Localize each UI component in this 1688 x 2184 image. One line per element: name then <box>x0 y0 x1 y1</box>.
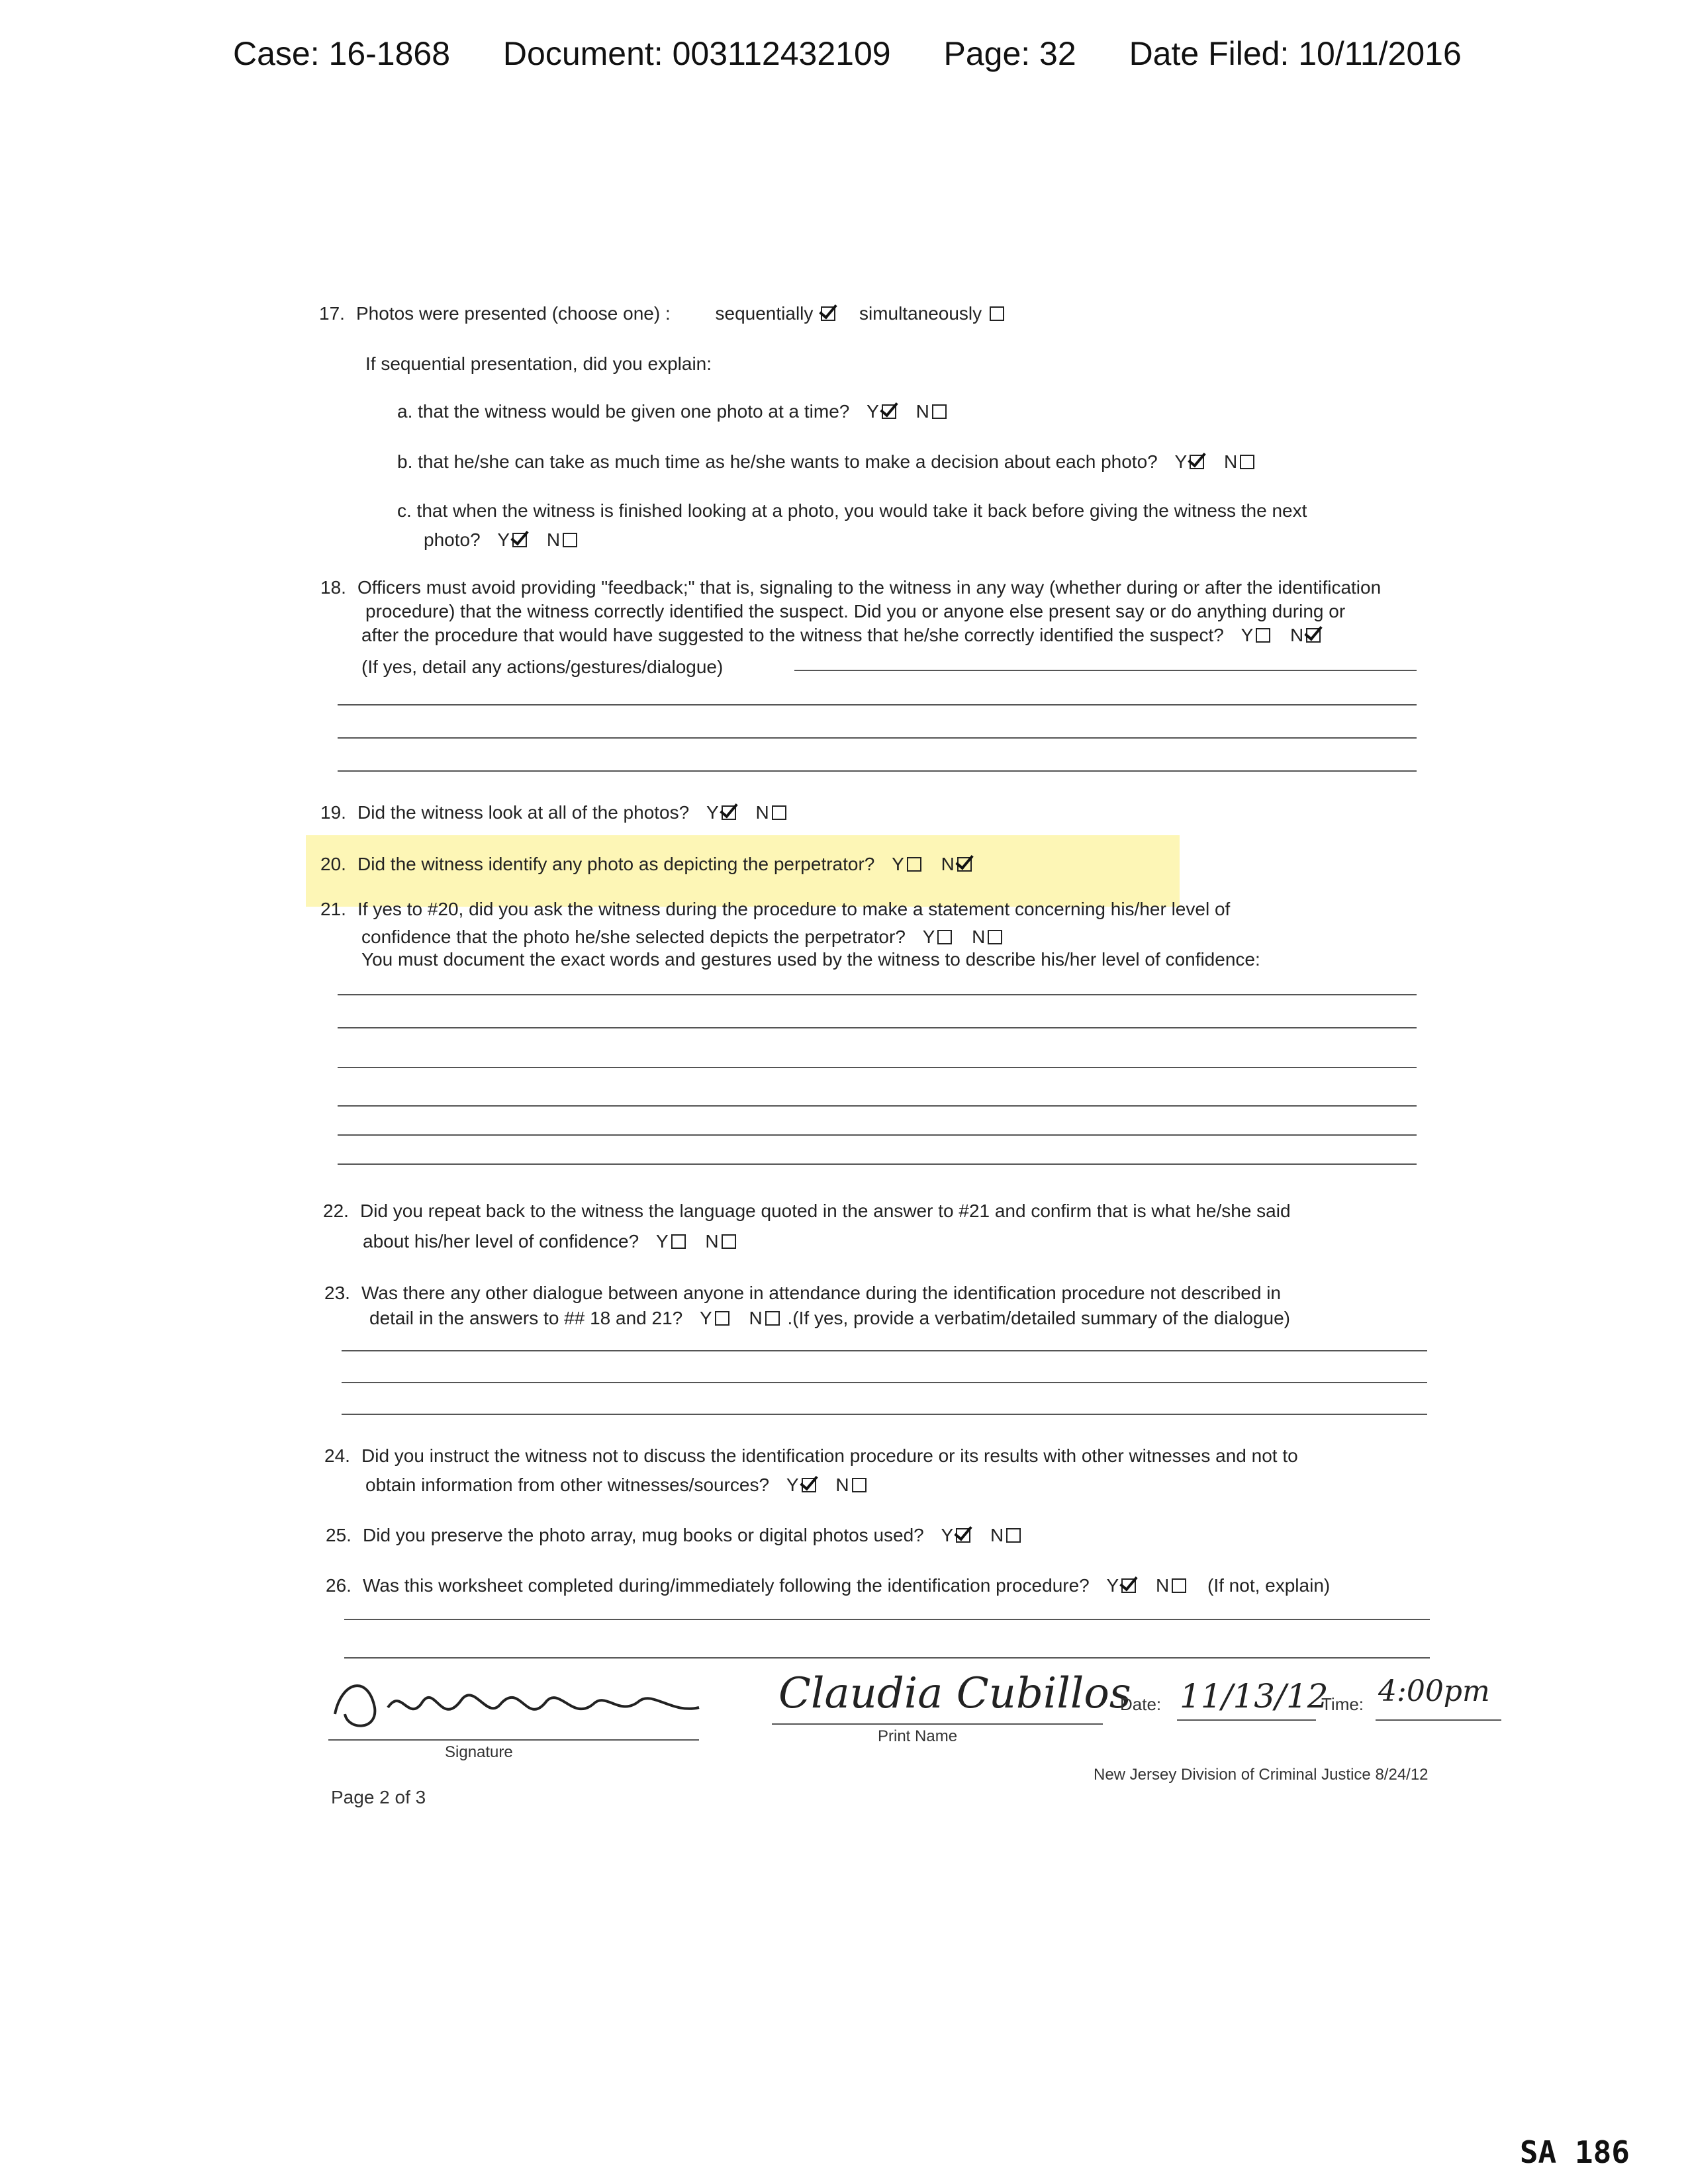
q18-answer-line[interactable] <box>338 704 1417 705</box>
question-24: 24. Did you instruct the witness not to discuss the identification procedure or its results with other witnesses and not to <box>324 1445 1298 1466</box>
signature-label: Signature <box>445 1743 513 1761</box>
q24-yes-checkbox[interactable] <box>802 1478 816 1492</box>
q22-no-checkbox[interactable] <box>722 1234 736 1249</box>
q19-yes-checkbox[interactable] <box>722 805 736 820</box>
sa-stamp: SA 186 <box>1519 2134 1630 2170</box>
case-number: Case: 16-1868 <box>233 35 451 72</box>
q17c-no-checkbox[interactable] <box>563 533 577 547</box>
q20-yes-checkbox[interactable] <box>907 857 921 872</box>
question-17c-line2: photo? Y N <box>424 525 580 555</box>
q18-yes-checkbox[interactable] <box>1256 628 1270 643</box>
q25-yes-checkbox[interactable] <box>956 1528 970 1543</box>
q18-no-checkbox[interactable] <box>1306 628 1321 643</box>
q26-answer-line[interactable] <box>344 1657 1430 1659</box>
q23-answer-line[interactable] <box>342 1350 1427 1351</box>
q17c-yes-checkbox[interactable] <box>512 533 527 547</box>
question-19: 19. Did the witness look at all of the photos? Y N <box>320 798 789 827</box>
question-17: 17. Photos were presented (choose one) : sequentially simultaneously <box>319 299 1007 328</box>
question-17a: a. that the witness would be given one photo at a time? Y N <box>397 397 949 426</box>
question-26: 26. Was this worksheet completed during/immediately following the identification procedure? Y N (If not, explain) <box>326 1575 1331 1596</box>
q21-answer-line[interactable] <box>338 1105 1417 1107</box>
q23-no-checkbox[interactable] <box>765 1311 780 1326</box>
simultaneously-checkbox[interactable] <box>990 306 1004 321</box>
q21-no-checkbox[interactable] <box>988 930 1002 944</box>
q24-no-checkbox[interactable] <box>852 1478 867 1492</box>
q21-answer-line[interactable] <box>338 1163 1417 1165</box>
q18-answer-line[interactable] <box>794 670 1417 671</box>
date-value: 11/13/12 <box>1180 1677 1329 1715</box>
time-line[interactable] <box>1376 1719 1501 1721</box>
q21-answer-line[interactable] <box>338 1134 1417 1136</box>
question-25: 25. Did you preserve the photo array, mug books or digital photos used? Y N <box>326 1521 1023 1550</box>
question-21-line3: You must document the exact words and gestures used by the witness to describe his/her level of confidence: <box>361 949 1260 970</box>
question-20: 20. Did the witness identify any photo as depicting the perpetrator? Y N <box>320 850 974 879</box>
time-field: Time: <box>1321 1694 1364 1714</box>
question-22-line2: about his/her level of confidence? Y N <box>363 1227 739 1256</box>
page-number: Page: 32 <box>943 35 1076 72</box>
q26-answer-line[interactable] <box>344 1619 1430 1620</box>
date-line[interactable] <box>1177 1719 1316 1721</box>
page-of-label: Page 2 of 3 <box>331 1787 426 1807</box>
question-18-line4: (If yes, detail any actions/gestures/dialogue) <box>361 657 724 677</box>
question-21: 21. If yes to #20, did you ask the witness during the procedure to make a statement concerning his/her level of <box>320 899 1231 919</box>
q17a-no-checkbox[interactable] <box>932 404 947 419</box>
q21-yes-checkbox[interactable] <box>937 930 952 944</box>
q22-yes-checkbox[interactable] <box>671 1234 686 1249</box>
print-name-label: Print Name <box>878 1727 958 1745</box>
print-name-value: Claudia Cubillos <box>778 1669 1131 1718</box>
date-field: Date: <box>1120 1694 1162 1714</box>
question-17c-line1: c. that when the witness is finished looking at a photo, you would take it back before giving the witness the next <box>397 500 1307 521</box>
document-number: Document: 003112432109 <box>502 35 891 72</box>
q26-yes-checkbox[interactable] <box>1121 1578 1136 1593</box>
q18-answer-line[interactable] <box>338 770 1417 772</box>
q20-no-checkbox[interactable] <box>957 857 972 872</box>
q18-answer-line[interactable] <box>338 737 1417 739</box>
question-21-line2: confidence that the photo he/she selected depicts the perpetrator? Y N <box>361 923 1005 952</box>
question-23-line2: detail in the answers to ## 18 and 21? Y N .(If yes, provide a verbatim/detailed summary of the dialogue) <box>369 1308 1290 1328</box>
q17b-no-checkbox[interactable] <box>1240 455 1254 469</box>
q21-answer-line[interactable] <box>338 994 1417 995</box>
question-24-line2: obtain information from other witnesses/sources? Y N <box>365 1471 869 1500</box>
q17-sub-intro: If sequential presentation, did you explain: <box>365 353 712 374</box>
question-18-line2: procedure) that the witness correctly identified the suspect. Did you or anyone else present say or do anything during or <box>365 601 1346 621</box>
question-18-line3: after the procedure that would have suggested to the witness that he/she correctly identified the suspect? Y N <box>361 621 1323 650</box>
question-22: 22. Did you repeat back to the witness the language quoted in the answer to #21 and confirm that is what he/she said <box>323 1201 1291 1221</box>
q23-answer-line[interactable] <box>342 1414 1427 1415</box>
signature-line[interactable] <box>328 1739 699 1741</box>
sequentially-checkbox[interactable] <box>821 306 835 321</box>
date-filed: Date Filed: 10/11/2016 <box>1129 35 1462 72</box>
q26-no-checkbox[interactable] <box>1172 1578 1186 1593</box>
q21-answer-line[interactable] <box>338 1067 1417 1068</box>
q17a-yes-checkbox[interactable] <box>882 404 896 419</box>
question-18: 18. Officers must avoid providing "feedback;" that is, signaling to the witness in any way (whether during or after the identification <box>320 577 1382 598</box>
q23-yes-checkbox[interactable] <box>715 1311 729 1326</box>
question-23: 23. Was there any other dialogue between anyone in attendance during the identification procedure not described in <box>324 1283 1282 1303</box>
time-value: 4:00pm <box>1378 1674 1490 1708</box>
form-source-label: New Jersey Division of Criminal Justice 8/24/12 <box>1094 1766 1429 1784</box>
q21-answer-line[interactable] <box>338 1027 1417 1028</box>
print-name-line[interactable] <box>772 1723 1103 1725</box>
signature-scribble <box>328 1668 712 1744</box>
q19-no-checkbox[interactable] <box>772 805 786 820</box>
handwritten-signature-icon <box>328 1668 712 1741</box>
q23-answer-line[interactable] <box>342 1382 1427 1383</box>
q25-no-checkbox[interactable] <box>1006 1528 1021 1543</box>
question-17b: b. that he/she can take as much time as he/she wants to make a decision about each photo? Y N <box>397 447 1257 477</box>
q17b-yes-checkbox[interactable] <box>1190 455 1204 469</box>
